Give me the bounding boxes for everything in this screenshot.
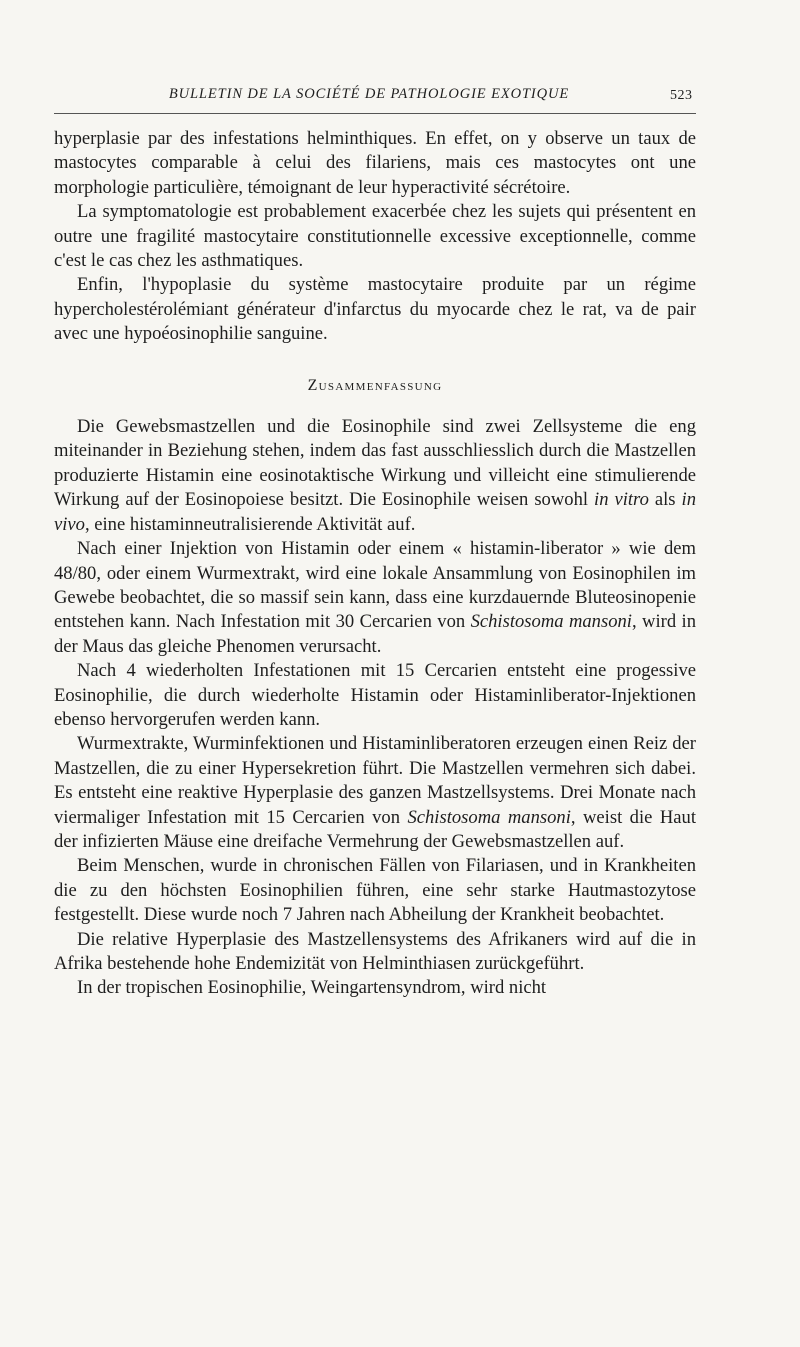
p4-italic-in-vivo: in vivo bbox=[54, 489, 696, 535]
running-head: BULLETIN DE LA SOCIÉTÉ DE PATHOLOGIE EXOTIQUE bbox=[168, 86, 570, 102]
p4-text-c: als bbox=[648, 489, 682, 511]
paragraph-9: Die relative Hyperplasie des Mastzellensystems des Afrikaners wird auf die in Afrika bestehende hohe Endemizität von Helminthiasen zurückgeführt. bbox=[54, 928, 696, 974]
paragraph-2: La symptomatologie est probablement exacerbée chez les sujets qui présentent en outre une fragilité mastocytaire constitutionnelle excessive exceptionnelle, comme c'est le cas chez les asthmatiques. bbox=[54, 201, 696, 272]
paragraph-8: Beim Menschen, wurde in chronischen Fällen von Filariasen, und in Krankheiten die zu den höchsten Eosinophilien führen, eine sehr starke Hautmastozytose festgestellt. Diese wurde noch 7 Jahren nach Abheilung der Krankheit beobachtet. bbox=[54, 855, 696, 926]
p7-italic-species: Schistosoma mansoni bbox=[407, 806, 571, 828]
p4-text-a: Die Gewebsmastzellen und die Eosinophile sind zwei Zellsysteme die eng miteinander in Beziehung stehen, indem das fast ausschliesslich durch die Mastzellen produzierte Histamin eine eosinotaktische Wirkung und villeicht eine stimulierende Wirkung auf der Eosinopoiese besitzt. Die Eosinophile weisen sowohl bbox=[54, 416, 696, 511]
p4-text-e: , eine histaminneutralisierende Aktivität auf. bbox=[84, 513, 416, 535]
page-number: 523 bbox=[670, 88, 693, 103]
p4-italic-in-vitro: in vitro bbox=[594, 489, 649, 511]
paragraph-1: hyperplasie par des infestations helminthiques. En effet, on y observe un taux de mastocytes comparable à celui des filariens, mais ces mastocytes ont une morphologie particulière, témoignant de leur hyperactivité sécrétoire. bbox=[54, 128, 696, 198]
paragraph-7 bbox=[54, 732, 696, 854]
paragraph-4 bbox=[54, 415, 696, 537]
paragraph-5 bbox=[54, 537, 696, 659]
section-heading: Zusammenfassung bbox=[307, 376, 443, 394]
p5-text-a: Nach einer Injektion von Histamin oder einem « histamin-liberator » wie dem 48/80, oder einem Wurmextrakt, wird eine lokale Ansammlung von Eosinophilen im Gewebe beobachtet, die so massif sein kann, dass eine kurzdauernde Bluteosinopenie entstehen kann. Nach Infestation mit 30 Cercarien von bbox=[54, 538, 696, 633]
p7-text-c: , weist die Haut der infizierten Mäuse eine dreifache Vermehrung der Gewebsmastzellen auf. bbox=[54, 806, 696, 852]
p5-italic-species: Schistosoma mansoni bbox=[470, 611, 632, 633]
body-text bbox=[54, 127, 696, 1001]
p7-text-a: Wurmextrakte, Wurminfektionen und Histaminliberatoren erzeugen einen Reiz der Mastzellen, die zu einer Hypersekretion führt. Die Mastzellen vermehren sich dabei. Es entsteht eine reaktive Hyperplasie des ganzen Mastzellsystems. Drei Monate nach viermaliger Infestation mit 15 Cercarien von bbox=[54, 733, 696, 828]
header-rule bbox=[54, 113, 696, 114]
paragraph-3: Enfin, l'hypoplasie du système mastocytaire produite par un régime hypercholestérolémiant générateur d'infarctus du myocarde chez le rat, va de pair avec une hypoéosinophilie sanguine. bbox=[54, 274, 696, 345]
paragraph-10: In der tropischen Eosinophilie, Weingartensyndrom, wird nicht bbox=[77, 977, 547, 999]
paragraph-6: Nach 4 wiederholten Infestationen mit 15 Cercarien entsteht eine progessive Eosinophilie, die durch wiederholte Histamin oder Histaminliberator-Injektionen ebenso hervorgerufen werden kann. bbox=[54, 660, 696, 730]
p5-text-c: , wird in der Maus das gleiche Phenomen verursacht. bbox=[54, 611, 696, 657]
